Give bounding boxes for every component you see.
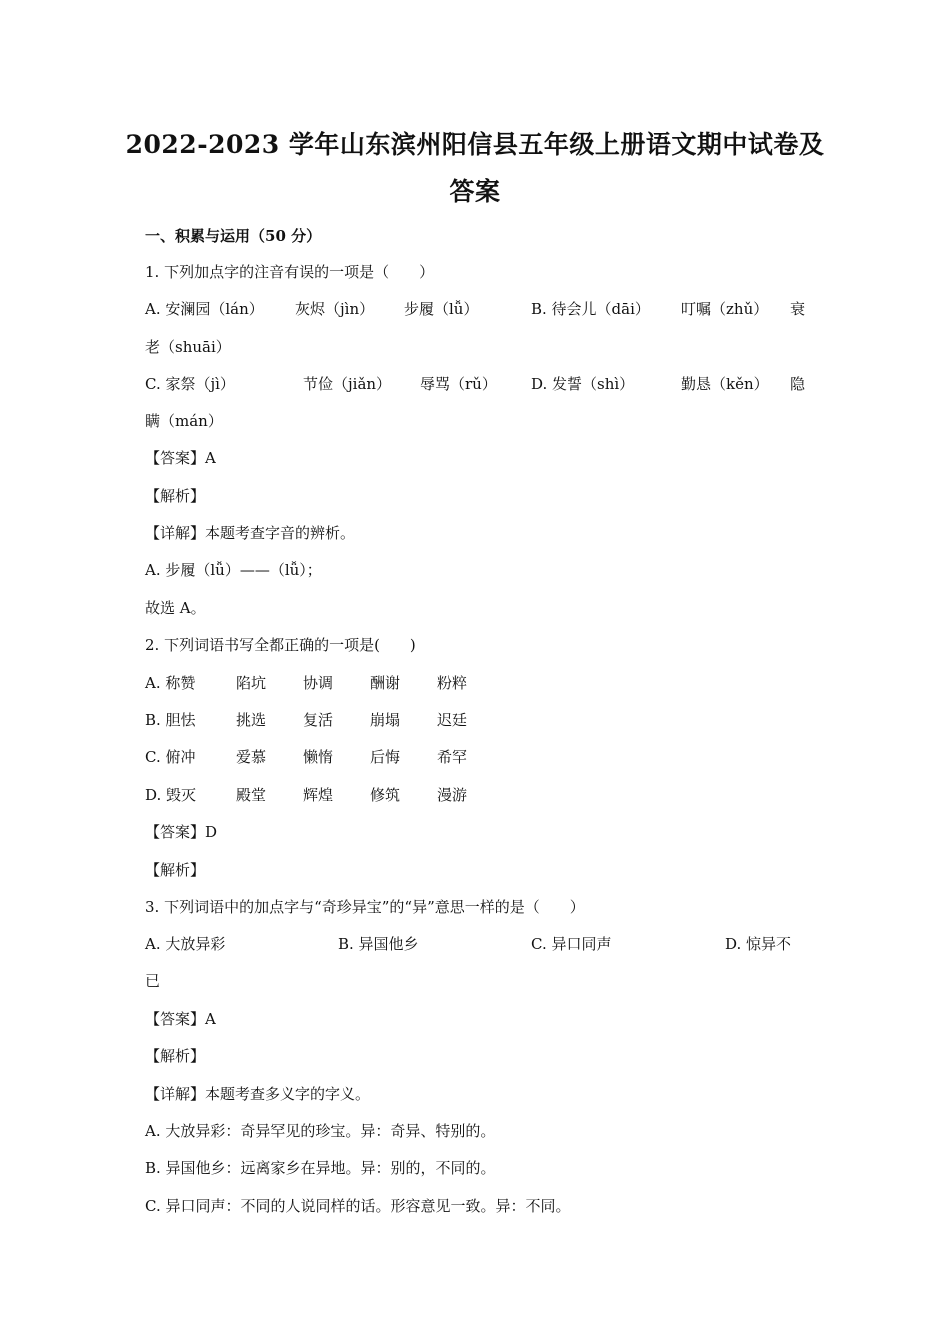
q1-option-c-1: C. 家祭（jì） (145, 375, 235, 393)
q1-option-a-2: 灰烬（jìn） (295, 300, 375, 318)
q2-option-b-1: B. 胆怯 (145, 711, 196, 729)
q1-option-c-3: 辱骂（rǔ） (420, 375, 497, 393)
q2-option-a-4: 酬谢 (370, 674, 401, 692)
q2-option-a-3: 协调 (303, 674, 334, 692)
q3-option-d: D. 惊异不 (725, 935, 792, 953)
q3-explanation-c: C. 异口同声：不同的人说同样的话。形容意见一致。异：不同。 (145, 1197, 571, 1215)
q1-option-b-cont: 老（shuāi） (145, 338, 231, 356)
q3-detail: 【详解】本题考查多义字的字义。 (145, 1085, 371, 1103)
q1-option-b-3: 衰 (790, 300, 806, 318)
q1-explanation-a: A. 步履（lǚ）——（lǚ）； (145, 561, 322, 579)
q1-option-c-2: 节俭（jiǎn） (303, 375, 392, 393)
q1-option-a-3: 步履（lǚ） (404, 300, 479, 318)
q3-option-b: B. 异国他乡 (338, 935, 419, 953)
q2-answer: 【答案】D (145, 823, 218, 841)
q2-stem: 2. 下列词语书写全都正确的一项是( ) (145, 636, 416, 654)
q2-option-b-5: 迟廷 (437, 711, 468, 729)
q2-option-b-2: 挑选 (236, 711, 267, 729)
q2-option-c-2: 爱慕 (236, 748, 267, 766)
q1-option-b-1: B. 待会儿（dāi） (531, 300, 650, 318)
document-title-cont: 答案 (449, 177, 501, 206)
q2-option-c-4: 后悔 (370, 748, 401, 766)
q2-option-b-4: 崩塌 (370, 711, 401, 729)
q1-option-a-1: A. 安澜园（lán） (145, 300, 264, 318)
section-heading: 一、积累与运用（50 分） (145, 227, 322, 245)
q2-option-a-1: A. 称赞 (145, 674, 196, 692)
q1-conclusion: 故选 A。 (145, 599, 206, 617)
q3-analysis: 【解析】 (145, 1047, 206, 1065)
q3-option-a: A. 大放异彩 (145, 935, 226, 953)
q2-option-d-2: 殿堂 (236, 786, 267, 804)
q1-option-d-1: D. 发誓（shì） (531, 375, 635, 393)
q2-option-c-5: 希罕 (437, 748, 468, 766)
q1-option-d-cont: 瞒（mán） (145, 412, 223, 430)
q1-answer: 【答案】A (145, 449, 216, 467)
q3-explanation-a: A. 大放异彩：奇异罕见的珍宝。异：奇异、特别的。 (145, 1122, 496, 1140)
q3-option-c: C. 异口同声 (531, 935, 612, 953)
q1-detail: 【详解】本题考查字音的辨析。 (145, 524, 356, 542)
q2-option-d-4: 修筑 (370, 786, 401, 804)
q2-option-d-5: 漫游 (437, 786, 468, 804)
q3-stem: 3. 下列词语中的加点字与“奇珍异宝”的“异”意思一样的是（ ） (145, 898, 585, 916)
q2-option-d-3: 辉煌 (303, 786, 334, 804)
q2-option-a-2: 陷坑 (236, 674, 267, 692)
q2-option-b-3: 复活 (303, 711, 334, 729)
q1-option-d-3: 隐 (790, 375, 806, 393)
document-title: 2022-2023 学年山东滨州阳信县五年级上册语文期中试卷及 (125, 130, 825, 159)
q3-explanation-b: B. 异国他乡：远离家乡在异地。异：别的，不同的。 (145, 1159, 496, 1177)
q1-option-b-2: 叮嘱（zhǔ） (681, 300, 769, 318)
q2-option-c-1: C. 俯冲 (145, 748, 196, 766)
q3-option-d-cont: 已 (145, 972, 161, 990)
q2-analysis: 【解析】 (145, 861, 206, 879)
q1-analysis: 【解析】 (145, 487, 206, 505)
q2-option-a-5: 粉粹 (437, 674, 468, 692)
q2-option-c-3: 懒惰 (303, 748, 334, 766)
q1-stem: 1. 下列加点字的注音有误的一项是（ ） (145, 263, 435, 281)
q3-answer: 【答案】A (145, 1010, 216, 1028)
q2-option-d-1: D. 毁灭 (145, 786, 197, 804)
q1-option-d-2: 勤恳（kěn） (681, 375, 769, 393)
